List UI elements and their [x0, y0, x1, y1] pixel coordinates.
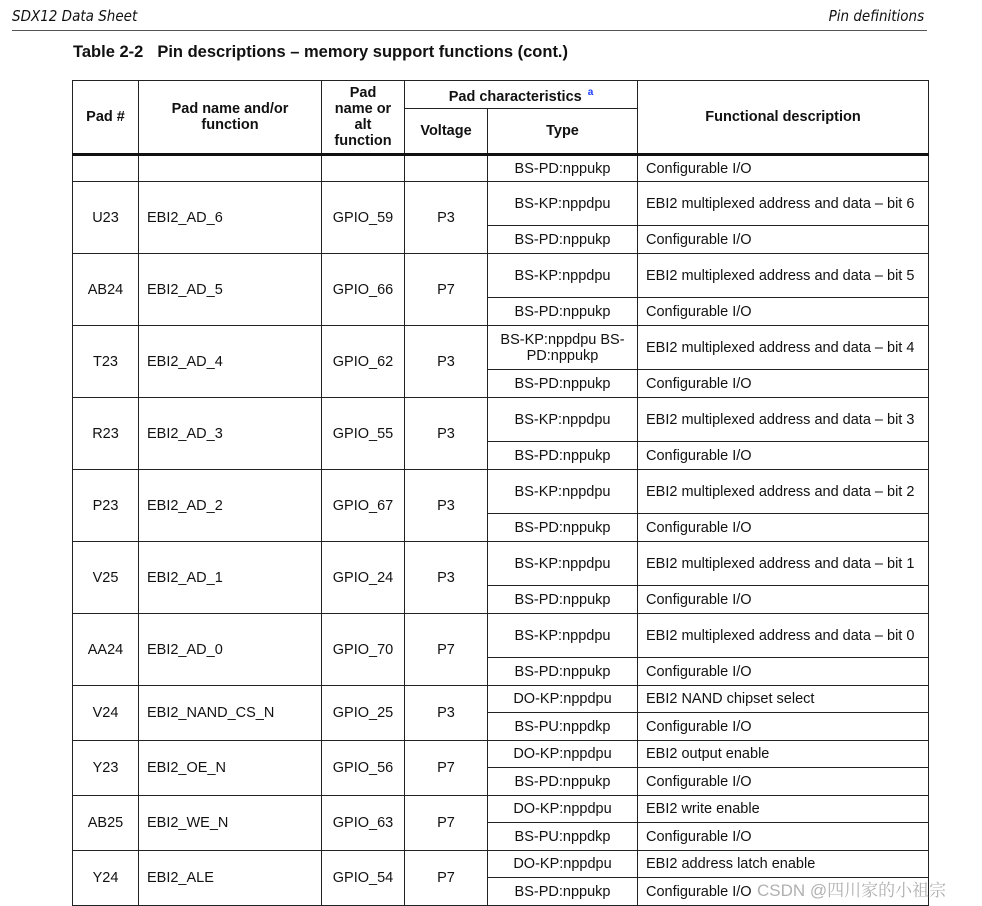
col-header-pad: Pad # — [73, 81, 139, 155]
cell-description: EBI2 NAND chipset select — [638, 686, 929, 713]
cell-type: BS-PU:nppdkp — [488, 713, 638, 741]
cell-voltage: P3 — [405, 542, 488, 614]
cell-alt: GPIO_25 — [322, 686, 405, 741]
col-header-voltage: Voltage — [405, 109, 488, 155]
page-header-section: Pin definitions — [828, 7, 924, 25]
cell-voltage: P3 — [405, 686, 488, 741]
header-divider — [12, 30, 927, 31]
table-row — [73, 182, 929, 226]
cell-type: DO-KP:nppdpu — [488, 741, 638, 768]
cell-name: EBI2_OE_N — [139, 741, 322, 796]
cell-alt: GPIO_56 — [322, 741, 405, 796]
cell-description: EBI2 multiplexed address and data – bit 2 — [638, 470, 929, 514]
cell-type: BS-PD:nppukp — [488, 514, 638, 542]
table-caption — [73, 43, 582, 62]
table-row — [73, 542, 929, 586]
cell-alt: GPIO_24 — [322, 542, 405, 614]
cell-type: DO-KP:nppdpu — [488, 851, 638, 878]
cell-alt: GPIO_70 — [322, 614, 405, 686]
characteristics-label: Pad characteristics — [448, 88, 582, 105]
cell-voltage: P3 — [405, 326, 488, 398]
cell-description: Configurable I/O — [638, 768, 929, 796]
cell-pad: U23 — [73, 182, 139, 254]
footnote-link[interactable]: a — [587, 86, 594, 98]
cell-type: BS-PD:nppukp — [488, 658, 638, 686]
table-row — [73, 741, 929, 768]
cell-description: EBI2 address latch enable — [638, 851, 929, 878]
cell-type: BS-PD:nppukp — [488, 298, 638, 326]
cell-alt: GPIO_59 — [322, 182, 405, 254]
cell-type: BS-KP:nppdpu — [488, 398, 638, 442]
cell-name: EBI2_NAND_CS_N — [139, 686, 322, 741]
cell-description: EBI2 multiplexed address and data – bit 5 — [638, 254, 929, 298]
cell-description: Configurable I/O — [638, 514, 929, 542]
cell-voltage: P7 — [405, 851, 488, 906]
table-row — [73, 470, 929, 514]
cell-description: EBI2 multiplexed address and data – bit 1 — [638, 542, 929, 586]
cell-pad: AA24 — [73, 614, 139, 686]
pin-description-table — [72, 80, 929, 906]
cell-name: EBI2_AD_1 — [139, 542, 322, 614]
col-header-description: Functional description — [638, 81, 929, 155]
cell-name: EBI2_ALE — [139, 851, 322, 906]
cell-pad: R23 — [73, 398, 139, 470]
cell-description: EBI2 write enable — [638, 796, 929, 823]
cell-name: EBI2_AD_3 — [139, 398, 322, 470]
cell-pad: AB24 — [73, 254, 139, 326]
cell-type: BS-PD:nppukp — [488, 878, 638, 906]
cell-name: EBI2_AD_5 — [139, 254, 322, 326]
cell-name: EBI2_AD_0 — [139, 614, 322, 686]
col-header-type: Type — [488, 109, 638, 155]
table-row — [73, 326, 929, 370]
cell-name: EBI2_AD_2 — [139, 470, 322, 542]
cell-description: Configurable I/O — [638, 878, 929, 906]
cell-pad: Y23 — [73, 741, 139, 796]
cell-description: EBI2 multiplexed address and data – bit 0 — [638, 614, 929, 658]
table-row — [73, 614, 929, 658]
watermark: CSDN @四川家的小祖宗 — [757, 881, 947, 900]
cell-type: BS-KP:nppdpu — [488, 182, 638, 226]
cell-alt: GPIO_63 — [322, 796, 405, 851]
cell-voltage: P7 — [405, 254, 488, 326]
cell-name: EBI2_AD_4 — [139, 326, 322, 398]
cell-voltage: P7 — [405, 741, 488, 796]
cell-type: BS-PD:nppukp — [488, 442, 638, 470]
cell-alt: GPIO_55 — [322, 398, 405, 470]
table-row-continuation — [73, 155, 929, 182]
cell-type: BS-PD:nppukp — [488, 226, 638, 254]
cell-pad: V25 — [73, 542, 139, 614]
cell-description: EBI2 multiplexed address and data – bit 4 — [638, 326, 929, 370]
table-row — [73, 796, 929, 823]
cell-type: DO-KP:nppdpu — [488, 686, 638, 713]
cell-description: Configurable I/O — [638, 226, 929, 254]
cell-type: BS-PD:nppukp — [488, 586, 638, 614]
cell-voltage: P3 — [405, 398, 488, 470]
cell-alt: GPIO_67 — [322, 470, 405, 542]
cell-alt: GPIO_62 — [322, 326, 405, 398]
cell-alt: GPIO_54 — [322, 851, 405, 906]
cell-pad: T23 — [73, 326, 139, 398]
cell-pad: P23 — [73, 470, 139, 542]
table-row — [73, 851, 929, 878]
table-row — [73, 254, 929, 298]
cell-voltage: P7 — [405, 614, 488, 686]
cell-description: EBI2 multiplexed address and data – bit 6 — [638, 182, 929, 226]
cell-description: Configurable I/O — [638, 370, 929, 398]
cell-type: BS-PD:nppukp — [488, 155, 638, 182]
cell-voltage: P3 — [405, 182, 488, 254]
cell-type: BS-PD:nppukp — [488, 370, 638, 398]
table-title: Pin descriptions – memory support functions (cont.) — [157, 43, 569, 61]
cell-type: BS-KP:nppdpu — [488, 542, 638, 586]
table-row — [73, 398, 929, 442]
col-header-name: Pad name and/or function — [139, 81, 322, 155]
cell-name: EBI2_WE_N — [139, 796, 322, 851]
cell-type: BS-KP:nppdpu BS-PD:nppukp — [488, 326, 638, 370]
cell-description: Configurable I/O — [638, 442, 929, 470]
cell-description: Configurable I/O — [638, 823, 929, 851]
col-header-characteristics — [405, 81, 638, 109]
cell-description: Configurable I/O — [638, 713, 929, 741]
cell-pad: AB25 — [73, 796, 139, 851]
cell-description: Configurable I/O — [638, 658, 929, 686]
cell-type: DO-KP:nppdpu — [488, 796, 638, 823]
table-row — [73, 686, 929, 713]
cell-pad: Y24 — [73, 851, 139, 906]
cell-name: EBI2_AD_6 — [139, 182, 322, 254]
cell-type: BS-PD:nppukp — [488, 768, 638, 796]
cell-description: EBI2 multiplexed address and data – bit 3 — [638, 398, 929, 442]
cell-description: Configurable I/O — [638, 155, 929, 182]
cell-voltage: P7 — [405, 796, 488, 851]
page-header-doc-title: SDX12 Data Sheet — [12, 7, 138, 25]
cell-type: BS-KP:nppdpu — [488, 254, 638, 298]
cell-alt: GPIO_66 — [322, 254, 405, 326]
cell-voltage: P3 — [405, 470, 488, 542]
col-header-alt: Pad name or alt function — [322, 81, 405, 155]
cell-description: Configurable I/O — [638, 586, 929, 614]
table-number: Table 2-2 — [73, 43, 144, 61]
cell-type: BS-PU:nppdkp — [488, 823, 638, 851]
cell-type: BS-KP:nppdpu — [488, 614, 638, 658]
cell-description: Configurable I/O — [638, 298, 929, 326]
cell-pad: V24 — [73, 686, 139, 741]
cell-description: EBI2 output enable — [638, 741, 929, 768]
cell-type: BS-KP:nppdpu — [488, 470, 638, 514]
